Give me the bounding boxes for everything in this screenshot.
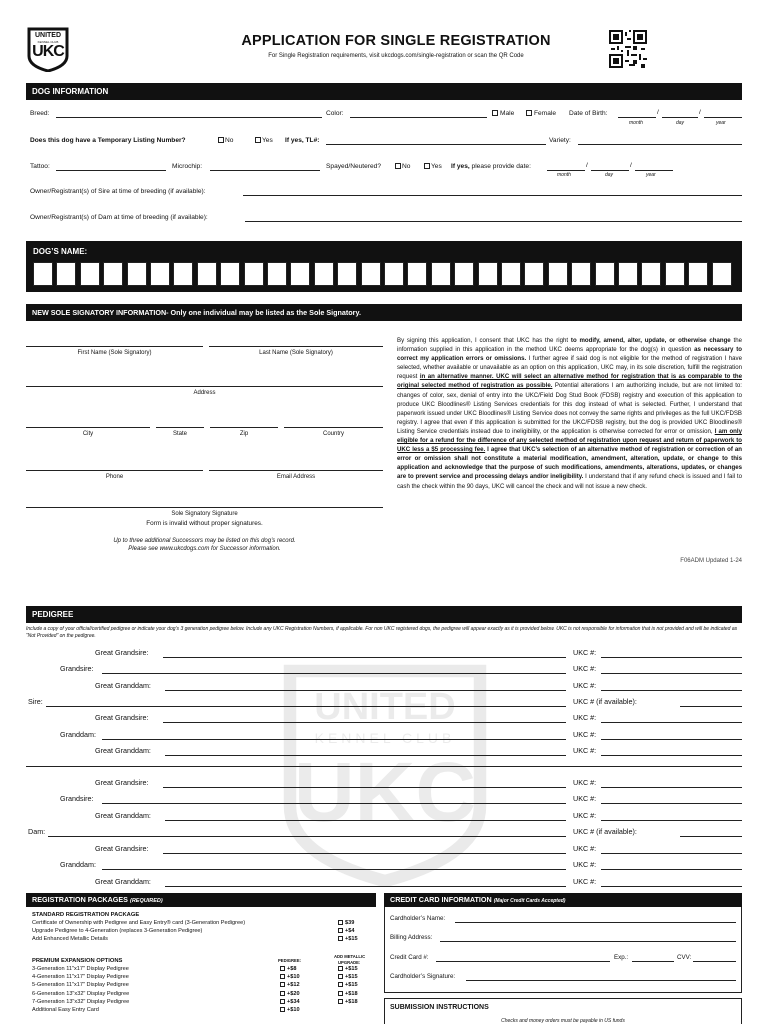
dogs-name-cell[interactable] bbox=[665, 262, 685, 286]
consent-p3-underline: in an alternative manner. UKC will select an alternative method for registration that is as comparable to the original selected method of registration as possible. bbox=[397, 373, 742, 390]
dob-year-input[interactable] bbox=[704, 117, 742, 118]
consent-p4-underline: I am only eligible for a refund for the difference of any selected method of registration upon request and return of paperwork to UKC less a $5 processing fee. bbox=[397, 427, 742, 454]
dob-slash: / bbox=[657, 109, 659, 116]
dogs-name-cell[interactable] bbox=[548, 262, 568, 286]
signatory-note: - Only one individual may be listed as the Sole Signatory. bbox=[166, 308, 361, 317]
pedigree-label-granddam: Granddam: bbox=[60, 730, 96, 739]
logo-united-text: UNITED bbox=[34, 32, 62, 39]
ukc-number-input[interactable] bbox=[601, 739, 742, 740]
color-input[interactable] bbox=[350, 117, 487, 118]
dogs-name-cell[interactable] bbox=[407, 262, 427, 286]
spayed-date-bold: If yes, bbox=[451, 163, 470, 170]
logo-kennel-text: KENNEL CLUB bbox=[37, 40, 59, 44]
consent-p6: I understand that if any refund check is issued and I fail to cash the check within the 90 days, UKC will cancel the check and will not issue a new check. bbox=[397, 473, 742, 490]
ukc-number-label: UKC #: bbox=[573, 877, 597, 886]
consent-p3: I further agree if said dog is not eligible for the method of registration I have selected, whether available or unavailable as an option on this application, UKC may, in its sole discretion, fulfill the registration request bbox=[397, 355, 742, 381]
col-metallic-header-2: UPGRADE: bbox=[338, 960, 361, 965]
variety-label: Variety: bbox=[549, 137, 571, 144]
ukc-number-input[interactable] bbox=[601, 820, 742, 821]
zip-caption: Zip bbox=[239, 431, 249, 437]
dogs-name-cell[interactable] bbox=[712, 262, 732, 286]
watermark-united: UNITED bbox=[314, 686, 456, 728]
spayed-date-label bbox=[451, 163, 531, 170]
standard-item-price: +$4 bbox=[345, 928, 355, 934]
dam-owner-input[interactable] bbox=[245, 221, 742, 222]
zip-input[interactable] bbox=[210, 427, 278, 428]
consent-p2: the information supplied in this application in the method UKC deems appropriate for the dog(s) in question bbox=[397, 337, 742, 354]
phone-input[interactable] bbox=[26, 470, 203, 471]
premium-item-price: +$8 bbox=[287, 966, 297, 972]
premium-title: PREMIUM EXPANSION OPTIONS bbox=[32, 958, 123, 964]
dogs-name-cell[interactable] bbox=[220, 262, 240, 286]
ukc-number-input[interactable] bbox=[601, 673, 742, 674]
female-checkbox[interactable] bbox=[526, 110, 556, 117]
spayed-year-caption: year bbox=[646, 172, 656, 178]
dogs-name-cell[interactable] bbox=[361, 262, 381, 286]
dam-owner-label: Owner/Registrant(s) of Dam at time of breeding (if available): bbox=[30, 214, 208, 221]
dog-information-header bbox=[26, 83, 742, 100]
premium-item-price: +$20 bbox=[287, 990, 300, 997]
address-caption: Address bbox=[193, 390, 216, 396]
cardholder-name-input[interactable] bbox=[455, 922, 736, 923]
logo-ukc-text: UKC bbox=[32, 43, 64, 60]
standard-item-label: Add Enhanced Metallic Details bbox=[32, 936, 108, 942]
submission-title: SUBMISSION INSTRUCTIONS bbox=[390, 1004, 489, 1011]
ukc-number-label: UKC #: bbox=[573, 681, 597, 690]
pedigree-name-input[interactable] bbox=[165, 690, 566, 691]
spayed-label: Spayed/Neutered? bbox=[326, 163, 381, 170]
dogs-name-cell[interactable] bbox=[150, 262, 170, 286]
male-label: Male bbox=[500, 110, 515, 117]
premium-item-checkbox[interactable] bbox=[280, 974, 300, 980]
consent-p4: Potential alterations I am authorizing include, but are not limited to: changes of color, sex, denial of entry into the UKC/Field Dog Stud Book (FDSB) registry and execution of this application to produce UKC Bloodlines® Listing Services credentials for this dog instead of what is selected. Further, I understand that paperwork issued under UKC Bloodlines® Listing Service does not convey the same rights and privileges as the full UKC/FDSB registry. I agree that even if this application is submitted for the UKC/FDSB registry, but the dog is provided UKC Bloodlines® Listing Service credentials instead due to ineligibility, or the application is otherwise corrected for error or omission, bbox=[397, 382, 742, 435]
premium-item-metallic-checkbox[interactable] bbox=[338, 982, 358, 988]
submission-text: Checks and money orders must be payable in US funds bbox=[501, 1018, 625, 1024]
phone-caption: Phone bbox=[105, 474, 124, 480]
ukc-number-input[interactable] bbox=[601, 657, 742, 658]
spayed-no-label: No bbox=[402, 163, 411, 170]
consent-p2-bold: as necessary to correct my application errors or omissions. bbox=[397, 346, 742, 363]
consent-p1: By signing this application, I consent that UKC has the right bbox=[397, 337, 571, 344]
billing-address-label: Billing Address: bbox=[390, 934, 433, 941]
tl-yes-checkbox[interactable] bbox=[255, 137, 273, 144]
last-name-input[interactable] bbox=[209, 346, 383, 347]
premium-item-price: +$12 bbox=[287, 982, 300, 989]
tl-no-label: No bbox=[225, 137, 234, 144]
dob-month-input[interactable] bbox=[618, 117, 656, 118]
ukc-number-label: UKC #: bbox=[573, 860, 597, 869]
signatory-signature-input[interactable] bbox=[26, 507, 383, 508]
dogs-name-cell[interactable] bbox=[688, 262, 708, 286]
form-id: F06ADM Updated 1-24 bbox=[680, 558, 742, 564]
spayed-yes-label: Yes bbox=[431, 163, 442, 170]
spayed-day-input[interactable] bbox=[591, 170, 629, 171]
pedigree-name-input[interactable] bbox=[48, 836, 566, 837]
ukc-number-input[interactable] bbox=[601, 787, 742, 788]
tl-number-input[interactable] bbox=[326, 144, 546, 145]
dogs-name-cell[interactable] bbox=[244, 262, 264, 286]
pedigree-name-input[interactable] bbox=[46, 706, 566, 707]
premium-item-metallic-checkbox[interactable] bbox=[338, 966, 358, 972]
pedigree-name-input[interactable] bbox=[163, 722, 566, 723]
cardholder-name-label: Cardholder’s Name: bbox=[390, 915, 446, 922]
dogs-name-cell[interactable] bbox=[524, 262, 544, 286]
pedigree-name-input[interactable] bbox=[165, 755, 566, 756]
premium-item-metallic-checkbox[interactable] bbox=[338, 991, 358, 997]
pedigree-name-input[interactable] bbox=[163, 787, 566, 788]
ukc-logo bbox=[26, 26, 70, 72]
signatory-title: NEW SOLE SIGNATORY INFORMATION bbox=[32, 308, 167, 317]
ukc-number-label: UKC #: bbox=[573, 664, 597, 673]
premium-item-checkbox[interactable] bbox=[280, 1007, 300, 1013]
pedigree-header bbox=[26, 606, 742, 623]
standard-item-price: +$15 bbox=[345, 936, 358, 942]
pedigree-name-input[interactable] bbox=[102, 673, 566, 674]
invalid-notice: Form is invalid without proper signatures. bbox=[146, 520, 263, 527]
standard-item-checkbox[interactable] bbox=[338, 928, 355, 934]
dogs-name-cell[interactable] bbox=[80, 262, 100, 286]
pedigree-label-granddam: Granddam: bbox=[60, 860, 96, 869]
ukc-number-input[interactable] bbox=[601, 722, 742, 723]
ukc-number-label: UKC #: bbox=[573, 648, 597, 657]
dogs-name-cell[interactable] bbox=[384, 262, 404, 286]
spayed-day-caption: day bbox=[605, 172, 614, 178]
premium-item-metallic-price: +$15 bbox=[345, 974, 358, 981]
pedigree-label-great-granddam: Great Granddam: bbox=[95, 681, 151, 690]
ukc-number-input[interactable] bbox=[680, 706, 742, 707]
billing-address-input[interactable] bbox=[440, 941, 736, 942]
spayed-slash: / bbox=[630, 162, 632, 169]
state-caption: State bbox=[172, 431, 187, 437]
first-name-caption: First Name (Sole Signatory) bbox=[77, 350, 152, 356]
spayed-year-input[interactable] bbox=[635, 170, 673, 171]
dogs-name-cell[interactable] bbox=[501, 262, 521, 286]
dob-day-caption: day bbox=[676, 120, 685, 126]
cvv-label: CVV: bbox=[677, 954, 692, 961]
sire-owner-label: Owner/Registrant(s) of Sire at time of breeding (if available): bbox=[30, 188, 206, 195]
breed-label: Breed: bbox=[30, 110, 50, 117]
standard-item-label: Certificate of Ownership with Pedigree and Easy Entry® card (3-Generation Pedigree) bbox=[32, 920, 246, 926]
country-input[interactable] bbox=[284, 427, 383, 428]
dogs-name-cell[interactable] bbox=[173, 262, 193, 286]
dob-label: Date of Birth: bbox=[569, 110, 608, 117]
premium-item-metallic-price: +$15 bbox=[345, 982, 358, 989]
pedigree-label-great-granddam: Great Granddam: bbox=[95, 811, 151, 820]
watermark-kennel: KENNEL CLUB bbox=[314, 730, 456, 746]
address-input[interactable] bbox=[26, 386, 383, 387]
pedigree-label-great-granddam: Great Granddam: bbox=[95, 877, 151, 886]
premium-item-price: +$10 bbox=[287, 1007, 300, 1013]
state-input[interactable] bbox=[156, 427, 204, 428]
sire-owner-input[interactable] bbox=[243, 195, 742, 196]
microchip-label: Microchip: bbox=[172, 163, 203, 170]
ukc-number-input[interactable] bbox=[601, 853, 742, 854]
credit-card-note: (Major Credit Cards Accepted) bbox=[493, 898, 566, 904]
pedigree-label-dam: Dam: bbox=[28, 827, 46, 836]
dob-year-caption: year bbox=[716, 120, 726, 126]
tl-yes-label: Yes bbox=[262, 137, 273, 144]
dogs-name-cell[interactable] bbox=[595, 262, 615, 286]
cardholder-signature-input[interactable] bbox=[466, 980, 736, 981]
ukc-number-label: UKC #: bbox=[573, 794, 597, 803]
dogs-name-cell[interactable] bbox=[454, 262, 474, 286]
watermark-ukc: UKC bbox=[294, 745, 476, 839]
dogs-name-cell[interactable] bbox=[267, 262, 287, 286]
ukc-number-input[interactable] bbox=[601, 755, 742, 756]
spayed-yes-checkbox[interactable] bbox=[424, 163, 442, 170]
tattoo-input[interactable] bbox=[56, 170, 166, 171]
pedigree-name-input[interactable] bbox=[165, 820, 566, 821]
dogs-name-cell[interactable] bbox=[290, 262, 310, 286]
color-label: Color: bbox=[326, 110, 344, 117]
pedigree-name-input[interactable] bbox=[163, 657, 566, 658]
pedigree-label-grandsire: Grandsire: bbox=[60, 664, 94, 673]
cvv-input[interactable] bbox=[693, 961, 736, 962]
premium-item-label: 5-Generation 11"x17" Display Pedigree bbox=[32, 982, 129, 989]
packages-required: (REQUIRED) bbox=[129, 898, 163, 904]
dogs-name-title: DOG’S NAME: bbox=[33, 247, 88, 256]
dog-information-title: DOG INFORMATION bbox=[32, 87, 109, 96]
first-name-input[interactable] bbox=[26, 346, 203, 347]
premium-item-label: 4-Generation 11"x17" Display Pedigree bbox=[32, 974, 129, 981]
pedigree-label-grandsire: Grandsire: bbox=[60, 794, 94, 803]
col-metallic-header-1: ADD METALLIC bbox=[334, 954, 366, 959]
country-caption: Country bbox=[322, 431, 344, 437]
premium-item-metallic-checkbox[interactable] bbox=[338, 999, 358, 1005]
dogs-name-cell[interactable] bbox=[431, 262, 451, 286]
ukc-number-input[interactable] bbox=[601, 690, 742, 691]
email-caption: Email Address bbox=[276, 474, 316, 480]
pedigree-note: Include a copy of your official/certified pedigree or indicate your dog’s 3 generation pedigree below. Include any UKC Registration Numbers, if applicable. For non UKC registered dogs, the pedigree will appear exactly as it is provided below. UKC is not responsible for information that is not provided and will be indicated as “Not Provided” on the pedigree. bbox=[26, 626, 738, 639]
premium-item-metallic-price: +$18 bbox=[345, 998, 358, 1005]
premium-item-metallic-price: +$15 bbox=[345, 966, 358, 972]
consent-p5-bold: I agree that UKC’s selection of an alternative method of registration or correction of an error or omission shall not constitute a material modification, amendment, alteration, update, or change to this application and acknowledge that the purpose of such modifications, amendments, alterations, updates, or changes are to prevent service and processing delays and/or ineligibility. bbox=[397, 446, 742, 481]
packages-header bbox=[26, 893, 376, 907]
ukc-number-input[interactable] bbox=[680, 836, 742, 837]
tl-number-label: If yes, TL#: bbox=[285, 137, 320, 144]
email-input[interactable] bbox=[209, 470, 383, 471]
dogs-name-cell[interactable] bbox=[571, 262, 591, 286]
premium-item-price: +$34 bbox=[287, 998, 300, 1005]
pedigree-name-input[interactable] bbox=[102, 803, 566, 804]
card-number-label: Credit Card #: bbox=[390, 954, 429, 961]
ukc-number-label: UKC #: bbox=[573, 730, 597, 739]
tl-no-checkbox[interactable] bbox=[218, 137, 233, 144]
variety-input[interactable] bbox=[578, 144, 742, 145]
standard-item-price: $39 bbox=[345, 920, 355, 926]
ukc-number-label: UKC # (if available): bbox=[573, 697, 637, 706]
standard-item-checkbox[interactable] bbox=[338, 920, 354, 926]
signatory-header bbox=[26, 304, 742, 321]
pedigree-title: PEDIGREE bbox=[32, 610, 74, 619]
dogs-name-cell[interactable] bbox=[56, 262, 76, 286]
pedigree-label-sire: Sire: bbox=[28, 697, 43, 706]
pedigree-label-great-grandsire: Great Grandsire: bbox=[95, 778, 149, 787]
signatory-signature-caption: Sole Signatory Signature bbox=[171, 511, 238, 517]
col-pedigree-header: PEDIGREE: bbox=[278, 958, 302, 963]
consent-p1-bold: to modify, amend, alter, update, or otherwise change bbox=[570, 337, 731, 344]
page-title: APPLICATION FOR SINGLE REGISTRATION bbox=[241, 33, 551, 49]
consent-text bbox=[397, 336, 742, 491]
ukc-number-input[interactable] bbox=[601, 869, 742, 870]
female-label: Female bbox=[534, 110, 556, 117]
cardholder-signature-label: Cardholder’s Signature: bbox=[390, 973, 456, 980]
spayed-month-input[interactable] bbox=[547, 170, 585, 171]
card-number-input[interactable] bbox=[436, 961, 610, 962]
pedigree-name-input[interactable] bbox=[165, 886, 566, 887]
premium-item-price: +$10 bbox=[287, 974, 300, 981]
premium-item-metallic-checkbox[interactable] bbox=[338, 974, 358, 980]
premium-item-checkbox[interactable] bbox=[280, 999, 300, 1005]
dogs-name-cell[interactable] bbox=[197, 262, 217, 286]
pedigree-divider bbox=[26, 766, 742, 767]
premium-item-label: Additional Easy Entry Card bbox=[32, 1007, 99, 1013]
premium-item-checkbox[interactable] bbox=[280, 991, 300, 997]
dob-month-caption: month bbox=[629, 120, 643, 126]
ukc-number-label: UKC #: bbox=[573, 811, 597, 820]
breed-input[interactable] bbox=[56, 117, 322, 118]
dob-day-input[interactable] bbox=[662, 117, 698, 118]
ukc-number-label: UKC #: bbox=[573, 778, 597, 787]
dogs-name-cell[interactable] bbox=[641, 262, 661, 286]
pedigree-label-great-grandsire: Great Grandsire: bbox=[95, 713, 149, 722]
successors-note-2: Please see www.ukcdogs.com for Successor information. bbox=[128, 546, 281, 552]
male-checkbox[interactable] bbox=[492, 110, 514, 117]
credit-card-title: CREDIT CARD INFORMATION bbox=[390, 895, 492, 904]
ukc-number-input[interactable] bbox=[601, 803, 742, 804]
premium-item-metallic-price: +$18 bbox=[345, 990, 358, 997]
premium-item-label: 6-Generation 13"x32" Display Pedigree bbox=[32, 990, 130, 997]
spayed-slash: / bbox=[586, 162, 588, 169]
microchip-input[interactable] bbox=[210, 170, 320, 171]
pedigree-label-great-grandsire: Great Grandsire: bbox=[95, 648, 149, 657]
page-subtitle: For Single Registration requirements, visit ukcdogs.com/single-registration or scan the QR Code bbox=[268, 53, 524, 59]
qr-code[interactable] bbox=[609, 30, 647, 68]
packages-title: REGISTRATION PACKAGES bbox=[32, 895, 128, 904]
city-input[interactable] bbox=[26, 427, 150, 428]
tattoo-label: Tattoo: bbox=[30, 163, 50, 170]
pedigree-name-input[interactable] bbox=[163, 853, 566, 854]
premium-item-checkbox[interactable] bbox=[280, 966, 297, 972]
dogs-name-cell[interactable] bbox=[478, 262, 498, 286]
premium-item-checkbox[interactable] bbox=[280, 982, 300, 988]
premium-item-label: 3-Generation 11"x17" Display Pedigree bbox=[32, 966, 129, 972]
standard-item-checkbox[interactable] bbox=[338, 936, 358, 942]
dogs-name-cell[interactable] bbox=[103, 262, 123, 286]
ukc-number-label: UKC # (if available): bbox=[573, 827, 637, 836]
exp-input[interactable] bbox=[632, 961, 674, 962]
last-name-caption: Last Name (Sole Signatory) bbox=[259, 350, 333, 356]
dogs-name-cell[interactable] bbox=[618, 262, 638, 286]
ukc-number-label: UKC #: bbox=[573, 746, 597, 755]
premium-item-label: 7-Generation 13"x32" Display Pedigree bbox=[32, 998, 130, 1005]
city-caption: City bbox=[82, 431, 94, 437]
dogs-name-cell[interactable] bbox=[33, 262, 53, 286]
spayed-no-checkbox[interactable] bbox=[395, 163, 410, 170]
ukc-number-label: UKC #: bbox=[573, 713, 597, 722]
spayed-month-caption: month bbox=[557, 172, 571, 178]
pedigree-label-great-grandsire: Great Grandsire: bbox=[95, 844, 149, 853]
dob-slash: / bbox=[699, 109, 701, 116]
dogs-name-cell[interactable] bbox=[314, 262, 334, 286]
dogs-name-cell[interactable] bbox=[337, 262, 357, 286]
standard-package-title: STANDARD REGISTRATION PACKAGE bbox=[32, 912, 140, 918]
successors-note-1: Up to three additional Successors may be listed on this dog’s record. bbox=[113, 538, 296, 544]
pedigree-name-input[interactable] bbox=[102, 739, 566, 740]
credit-card-header bbox=[384, 893, 742, 907]
standard-item-label: Upgrade Pedigree to 4-Generation (replaces 3-Generation Pedigree) bbox=[32, 928, 203, 934]
dogs-name-cell[interactable] bbox=[127, 262, 147, 286]
ukc-number-input[interactable] bbox=[601, 886, 742, 887]
ukc-number-label: UKC #: bbox=[573, 844, 597, 853]
pedigree-label-great-granddam: Great Granddam: bbox=[95, 746, 151, 755]
tl-question: Does this dog have a Temporary Listing Number? bbox=[30, 137, 186, 144]
pedigree-name-input[interactable] bbox=[102, 869, 566, 870]
exp-label: Exp.: bbox=[614, 954, 629, 961]
spayed-date-rest: please provide date: bbox=[471, 163, 531, 170]
